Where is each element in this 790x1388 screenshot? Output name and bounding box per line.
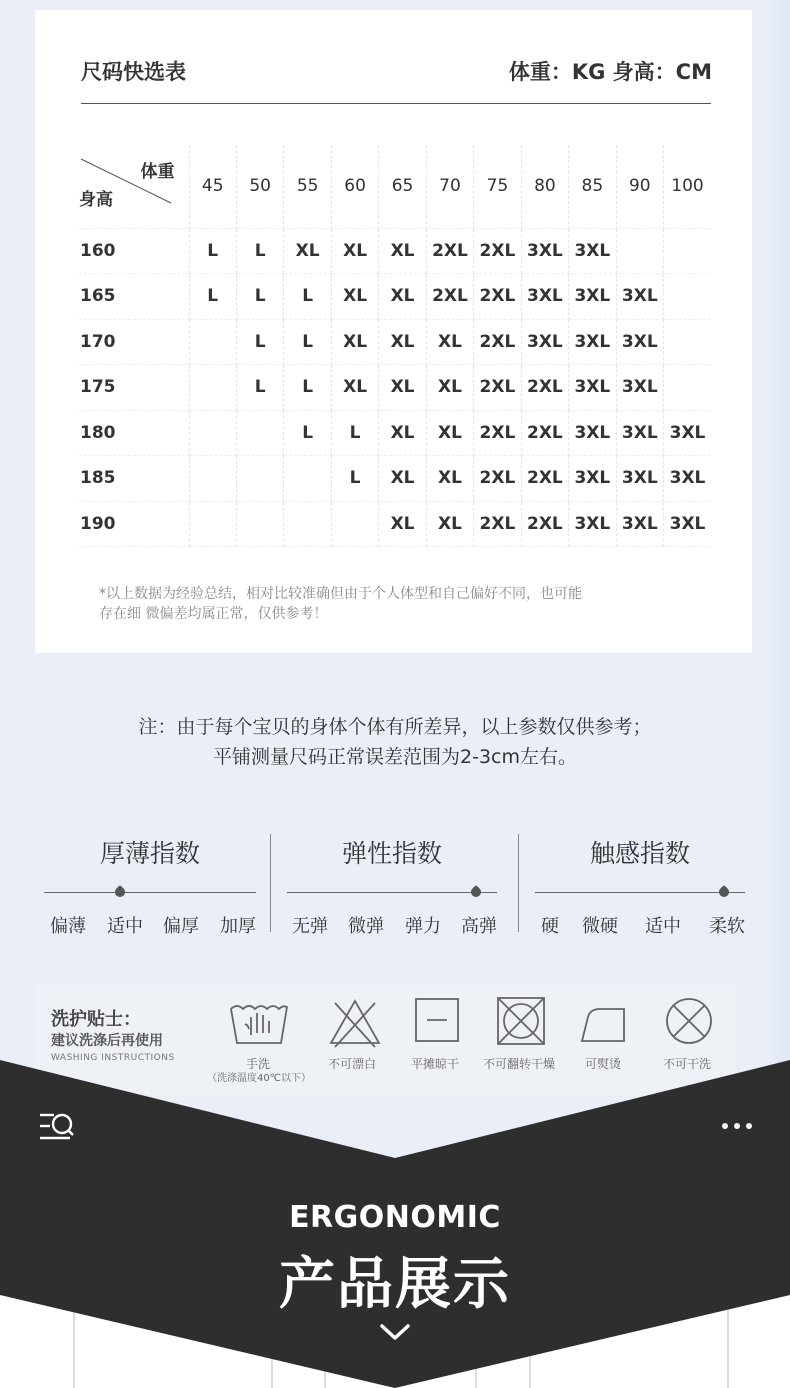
softness-index xyxy=(535,834,745,937)
height-header: 175 xyxy=(79,365,189,411)
care-sublabel: （洗涤温度40℃以下） xyxy=(207,1073,311,1084)
size-cell: XL xyxy=(331,228,378,274)
index-track xyxy=(44,892,256,893)
size-cell: 2XL xyxy=(521,365,568,411)
size-cell: XL xyxy=(379,274,426,320)
size-cell xyxy=(236,456,283,502)
index-label: 无弹 xyxy=(292,916,328,937)
index-label: 偏厚 xyxy=(163,916,199,937)
size-cell: L xyxy=(189,274,236,320)
index-title: 弹性指数 xyxy=(341,839,442,868)
size-table-row xyxy=(79,274,711,320)
measurement-notice-line2: 平铺测量尺码正常误差范围为2-3cm左右。 xyxy=(213,746,577,768)
size-table-row xyxy=(79,365,711,411)
index-separator xyxy=(270,834,271,932)
weight-header: 65 xyxy=(379,145,426,228)
height-header: 180 xyxy=(79,410,189,456)
size-cell: L xyxy=(284,319,331,365)
weight-header: 80 xyxy=(521,145,568,228)
index-track xyxy=(287,892,497,893)
size-cell xyxy=(284,501,331,547)
size-chart-note xyxy=(99,584,699,624)
size-cell: XL xyxy=(379,501,426,547)
size-table xyxy=(79,145,711,547)
size-cell: 3XL xyxy=(616,274,663,320)
size-cell: L xyxy=(331,410,378,456)
care-label: 不可翻转干燥 xyxy=(483,1057,556,1071)
size-cell: L xyxy=(236,228,283,274)
size-cell: 2XL xyxy=(474,319,521,365)
size-cell: 2XL xyxy=(474,456,521,502)
size-cell xyxy=(189,456,236,502)
size-cell: XL xyxy=(331,365,378,411)
size-cell: 3XL xyxy=(521,228,568,274)
no-dry-clean-icon xyxy=(661,995,717,1051)
height-header: 165 xyxy=(79,274,189,320)
index-label: 加厚 xyxy=(220,916,256,937)
care-label: 手洗 xyxy=(246,1057,271,1071)
size-cell: 3XL xyxy=(569,319,616,365)
size-cell: 3XL xyxy=(616,365,663,411)
size-cell xyxy=(189,319,236,365)
size-cell: 2XL xyxy=(474,365,521,411)
size-cell: 2XL xyxy=(521,456,568,502)
size-cell: L xyxy=(236,319,283,365)
size-cell: 3XL xyxy=(616,456,663,502)
size-cell: XL xyxy=(379,228,426,274)
size-table-row xyxy=(79,410,711,456)
index-separator xyxy=(518,834,519,932)
care-label: 不可干洗 xyxy=(663,1057,712,1071)
size-cell: L xyxy=(284,365,331,411)
size-table-corner xyxy=(79,145,189,228)
size-chart-card xyxy=(35,10,752,653)
size-cell xyxy=(331,501,378,547)
index-label: 适中 xyxy=(107,916,143,937)
size-table-row xyxy=(79,456,711,502)
index-marker xyxy=(717,885,731,899)
size-cell xyxy=(284,456,331,502)
size-cell: XL xyxy=(331,274,378,320)
size-cell xyxy=(616,228,663,274)
size-cell: XL xyxy=(331,319,378,365)
care-label: 不可漂白 xyxy=(328,1057,377,1071)
size-cell: L xyxy=(189,228,236,274)
size-cell: L xyxy=(284,274,331,320)
size-cell xyxy=(236,410,283,456)
size-cell: 2XL xyxy=(521,501,568,547)
size-cell: 3XL xyxy=(664,410,711,456)
size-table-row xyxy=(79,501,711,547)
height-header: 160 xyxy=(79,228,189,274)
hand-wash-icon xyxy=(227,995,291,1051)
more-options-icon[interactable] xyxy=(720,1118,754,1134)
note-line: 存在细 微偏差均属正常，仅供参考！ xyxy=(99,606,328,622)
care-english-label: WASHING INSTRUCTIONS xyxy=(51,1053,175,1063)
index-title: 触感指数 xyxy=(589,839,690,868)
size-cell: XL xyxy=(379,319,426,365)
size-cell: 3XL xyxy=(569,456,616,502)
height-header: 185 xyxy=(79,456,189,502)
elasticity-index xyxy=(287,834,497,937)
flat-dry-icon xyxy=(413,995,463,1051)
chevron-down-icon[interactable] xyxy=(379,1322,411,1342)
index-label: 适中 xyxy=(645,916,681,937)
size-cell: L xyxy=(236,274,283,320)
size-cell: XL xyxy=(379,410,426,456)
size-cell: 2XL xyxy=(474,228,521,274)
height-header: 170 xyxy=(79,319,189,365)
size-cell: 3XL xyxy=(569,365,616,411)
size-cell xyxy=(664,319,711,365)
note-line: *以上数据为经验总结，相对比较准确但由于个人体型和自己偏好不同，也可能 xyxy=(99,586,582,602)
index-label: 微弹 xyxy=(348,916,384,937)
size-cell: 3XL xyxy=(616,410,663,456)
corner-weight-label: 体重 xyxy=(140,162,175,182)
care-label: 可熨烫 xyxy=(585,1057,622,1071)
weight-header: 70 xyxy=(426,145,473,228)
size-cell: 3XL xyxy=(569,274,616,320)
size-cell: L xyxy=(284,410,331,456)
index-label: 硬 xyxy=(541,916,559,937)
size-cell: XL xyxy=(379,365,426,411)
size-cell: 3XL xyxy=(569,228,616,274)
size-cell: XL xyxy=(379,456,426,502)
index-title: 厚薄指数 xyxy=(99,839,200,868)
height-header: 190 xyxy=(79,501,189,547)
size-cell xyxy=(189,410,236,456)
size-cell: 2XL xyxy=(426,228,473,274)
index-label: 弹力 xyxy=(405,916,441,937)
weight-header: 50 xyxy=(236,145,283,228)
index-track xyxy=(535,892,745,893)
size-cell: 3XL xyxy=(664,456,711,502)
size-cell: XL xyxy=(426,501,473,547)
size-cell: 3XL xyxy=(616,501,663,547)
weight-header: 60 xyxy=(331,145,378,228)
size-table-row xyxy=(79,228,711,274)
size-cell: XL xyxy=(426,456,473,502)
size-cell: 3XL xyxy=(521,319,568,365)
size-cell: XL xyxy=(426,365,473,411)
size-cell: 3XL xyxy=(664,501,711,547)
size-cell: 3XL xyxy=(569,410,616,456)
size-cell: L xyxy=(236,365,283,411)
size-cell: 3XL xyxy=(521,274,568,320)
page-edge-gradient xyxy=(768,0,790,1100)
size-cell xyxy=(664,365,711,411)
size-table-body xyxy=(79,228,711,547)
size-cell: L xyxy=(331,456,378,502)
care-subheading: 建议洗涤后再使用 xyxy=(51,1033,163,1049)
iron-icon xyxy=(578,995,632,1051)
no-tumble-dry-icon xyxy=(495,995,549,1051)
index-label: 偏薄 xyxy=(50,916,86,937)
size-cell: XL xyxy=(284,228,331,274)
size-cell: 2XL xyxy=(426,274,473,320)
size-table-row xyxy=(79,319,711,365)
size-cell xyxy=(236,501,283,547)
size-cell: XL xyxy=(426,410,473,456)
banner-chinese-title: 产品展示 xyxy=(279,1252,511,1317)
title-divider xyxy=(81,103,711,104)
weight-header: 100 xyxy=(664,145,711,228)
care-heading: 洗护贴士： xyxy=(51,1009,141,1030)
size-cell xyxy=(189,501,236,547)
weight-header: 55 xyxy=(284,145,331,228)
size-cell xyxy=(664,274,711,320)
size-cell: 2XL xyxy=(474,274,521,320)
index-marker xyxy=(113,885,127,899)
weight-header: 90 xyxy=(616,145,663,228)
weight-header: 45 xyxy=(189,145,236,228)
menu-search-icon[interactable] xyxy=(38,1108,76,1146)
measurement-notice-line1: 注：由于每个宝贝的身体个体有所差异，以上参数仅供参考； xyxy=(138,716,652,738)
banner-english-title: ERGONOMIC xyxy=(289,1200,501,1235)
size-table-header-row xyxy=(79,145,711,228)
size-cell: 3XL xyxy=(616,319,663,365)
size-cell: 2XL xyxy=(521,410,568,456)
weight-header: 85 xyxy=(569,145,616,228)
size-chart-units: 体重：KG 身高：CM xyxy=(508,60,712,84)
care-label: 平摊晾干 xyxy=(411,1057,460,1071)
index-marker xyxy=(469,885,483,899)
index-label: 柔软 xyxy=(709,916,745,937)
size-cell: 2XL xyxy=(474,410,521,456)
size-cell: 3XL xyxy=(569,501,616,547)
index-label: 高弹 xyxy=(461,916,497,937)
size-cell xyxy=(189,365,236,411)
no-bleach-icon xyxy=(327,995,383,1051)
weight-header: 75 xyxy=(474,145,521,228)
thickness-index xyxy=(44,834,256,937)
index-label: 微硬 xyxy=(582,916,618,937)
size-cell: XL xyxy=(426,319,473,365)
corner-height-label: 身高 xyxy=(79,189,113,210)
size-cell: 2XL xyxy=(474,501,521,547)
size-chart-title: 尺码快选表 xyxy=(81,60,186,84)
size-cell xyxy=(664,228,711,274)
